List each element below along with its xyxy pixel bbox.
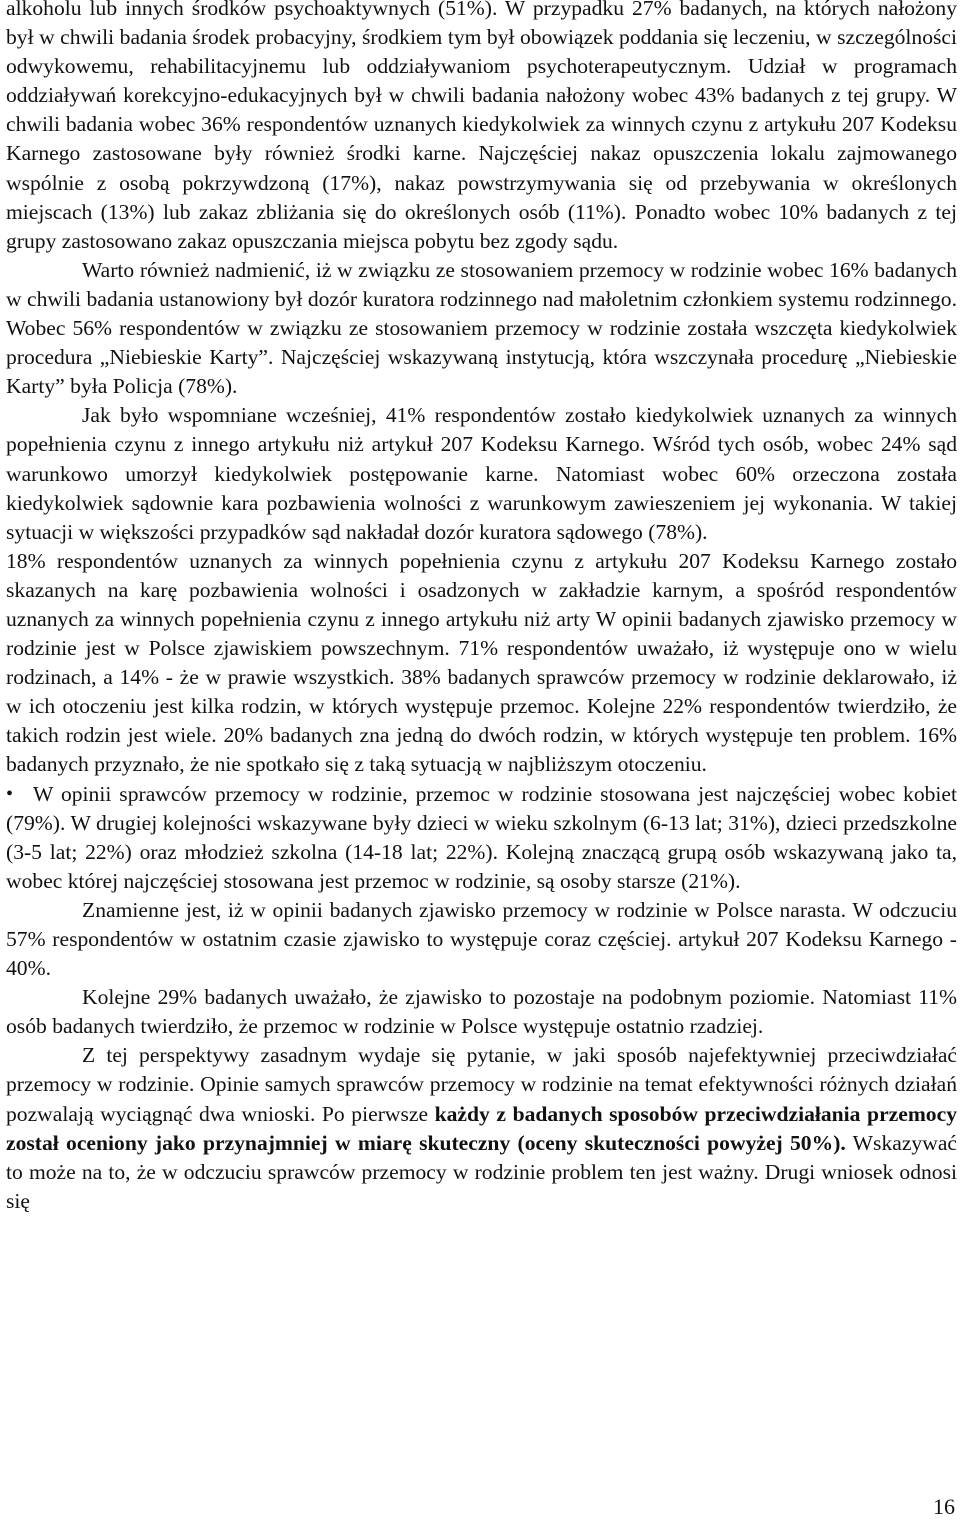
paragraph-3: Jak było wspomniane wcześniej, 41% respondentów zostało kiedykolwiek uznanych za winnych popełnienia czynu z innego artykułu niż artykuł 207 Kodeksu Karnego. Wśród tych osób, wobec 24% sąd warunkowo umorzył kiedykolwiek postępowanie karne. Natomiast wobec 60% orzeczona została kiedykolwiek sądownie kara pozbawienia wolności z warunkowym zawieszeniem jej wykonania. W takiej sytuacji w większości przypadków sąd nakładał dozór kuratora sądowego (78%). [6, 403, 957, 544]
paragraph-8 [6, 1041, 957, 1216]
paragraph-1: alkoholu lub innych środków psychoaktywnych (51%). W przypadku 27% badanych, na których nałożony był w chwili badania środek probacyjny, środkiem tym był obowiązek poddania się leczeniu, w szczególności odwykowemu, rehabilitacyjnemu lub oddziaływaniom psychoterapeutycznym. Udział w programach oddziaływań korekcyjno-edukacyjnych był w chwili badania nałożony wobec 43% badanych z tej grupy. W chwili badania wobec 36% respondentów uznanych kiedykolwiek za winnych czynu z artykułu 207 Kodeksu Karnego zastosowane były również środki karne. Najczęściej nakaz opuszczenia lokalu zajmowanego wspólnie z osobą pokrzywdzoną (17%), nakaz powstrzymywania się od przebywania w określonych miejscach (13%) lub zakaz zbliżania się do określonych osób (11%). Ponadto wobec 10% badanych z tej grupy zastosowano zakaz opuszczania miejsca pobytu bez zgody sądu. [6, 0, 957, 253]
page-number: 16 [933, 1494, 955, 1519]
paragraph-6: Znamienne jest, iż w opinii badanych zjawisko przemocy w rodzinie w Polsce narasta. W odczuciu 57% respondentów w ostatnim czasie zjawisko to występuje coraz częściej. artykuł 207 Kodeksu Karnego - 40%. [6, 897, 957, 981]
paragraph-2: Warto również nadmienić, iż w związku ze stosowaniem przemocy w rodzinie wobec 16% badanych w chwili badania ustanowiony był dozór kuratora rodzinnego nad małoletnim członkiem systemu rodzinnego. Wobec 56% respondentów w związku ze stosowaniem przemocy w rodzinie została wszczęta kiedykolwiek procedura „Niebieskie Karty”. Najczęściej wskazywaną instytucją, która wszczynała procedurę „Niebieskie Karty” była Policja (78%). [6, 257, 957, 399]
bullet-paragraph-text: W opinii sprawców przemocy w rodzinie, przemoc w rodzinie stosowana jest najczęściej wobec kobiet (79%). W drugiej kolejności wskazywane były dzieci w wieku szkolnym (6-13 lat; 31%), dzieci przedszkolne (3-5 lat; 22%) oraz młodzież szkolna (14-18 lat; 22%). Kolejną znaczącą grupą osób wskazywaną jako ta, wobec której najczęściej stosowana jest przemoc w rodzinie, są osoby starsze (21%). [6, 781, 957, 893]
paragraph-7: Kolejne 29% badanych uważało, że zjawisko to pozostaje na podobnym poziomie. Natomiast 11% osób badanych twierdziło, że przemoc w rodzinie w Polsce występuje ostatnio rzadziej. [6, 985, 957, 1039]
paragraph-4: 18% respondentów uznanych za winnych popełnienia czynu z artykułu 207 Kodeksu Karnego zostało skazanych na karę pozbawienia wolności i osadzonych w zakładzie karnym, a spośród respondentów uznanych za winnych popełnienia czynu z innego artykułu niż arty W opinii badanych zjawisko przemocy w rodzinie jest w Polsce zjawiskiem powszechnym. 71% respondentów uważało, iż występuje ono w wielu rodzinach, a 14% - że w prawie wszystkich. 38% badanych sprawców przemocy w rodzinie deklarowało, iż w ich otoczeniu jest kilka rodzin, w których występuje przemoc. Kolejne 22% respondentów twierdziło, że takich rodzin jest wiele. 20% badanych zna jedną do dwóch rodzin, w których występuje ten problem. 16% badanych przyznało, że nie spotkało się z taką sytuacją w najbliższym otoczeniu. [6, 548, 957, 777]
paragraph-8-bold: każdy z badanych sposobów przeciwdziałania przemocy został oceniony jako przynajmniej w miarę skuteczny (oceny skuteczności powyżej 50%). [6, 1101, 957, 1155]
document-page [6, 0, 957, 1216]
paragraph-8-lead: Z tej perspektywy zasadnym wydaje się pytanie, w jaki sposób najefektywniej przeciwdziałać przemocy w rodzinie. Opinie samych sprawców przemocy w rodzinie na temat efektywności różnych działań pozwalają wyciągnąć dwa wnioski. Po pierwsze [6, 1043, 957, 1126]
bullet-icon: • [6, 782, 14, 805]
bullet-paragraph [6, 780, 957, 896]
paragraph-8-tail: Wskazywać to może na to, że w odczuciu sprawców przemocy w rodzinie problem ten jest ważny. Drugi wniosek odnosi się [6, 1130, 957, 1213]
